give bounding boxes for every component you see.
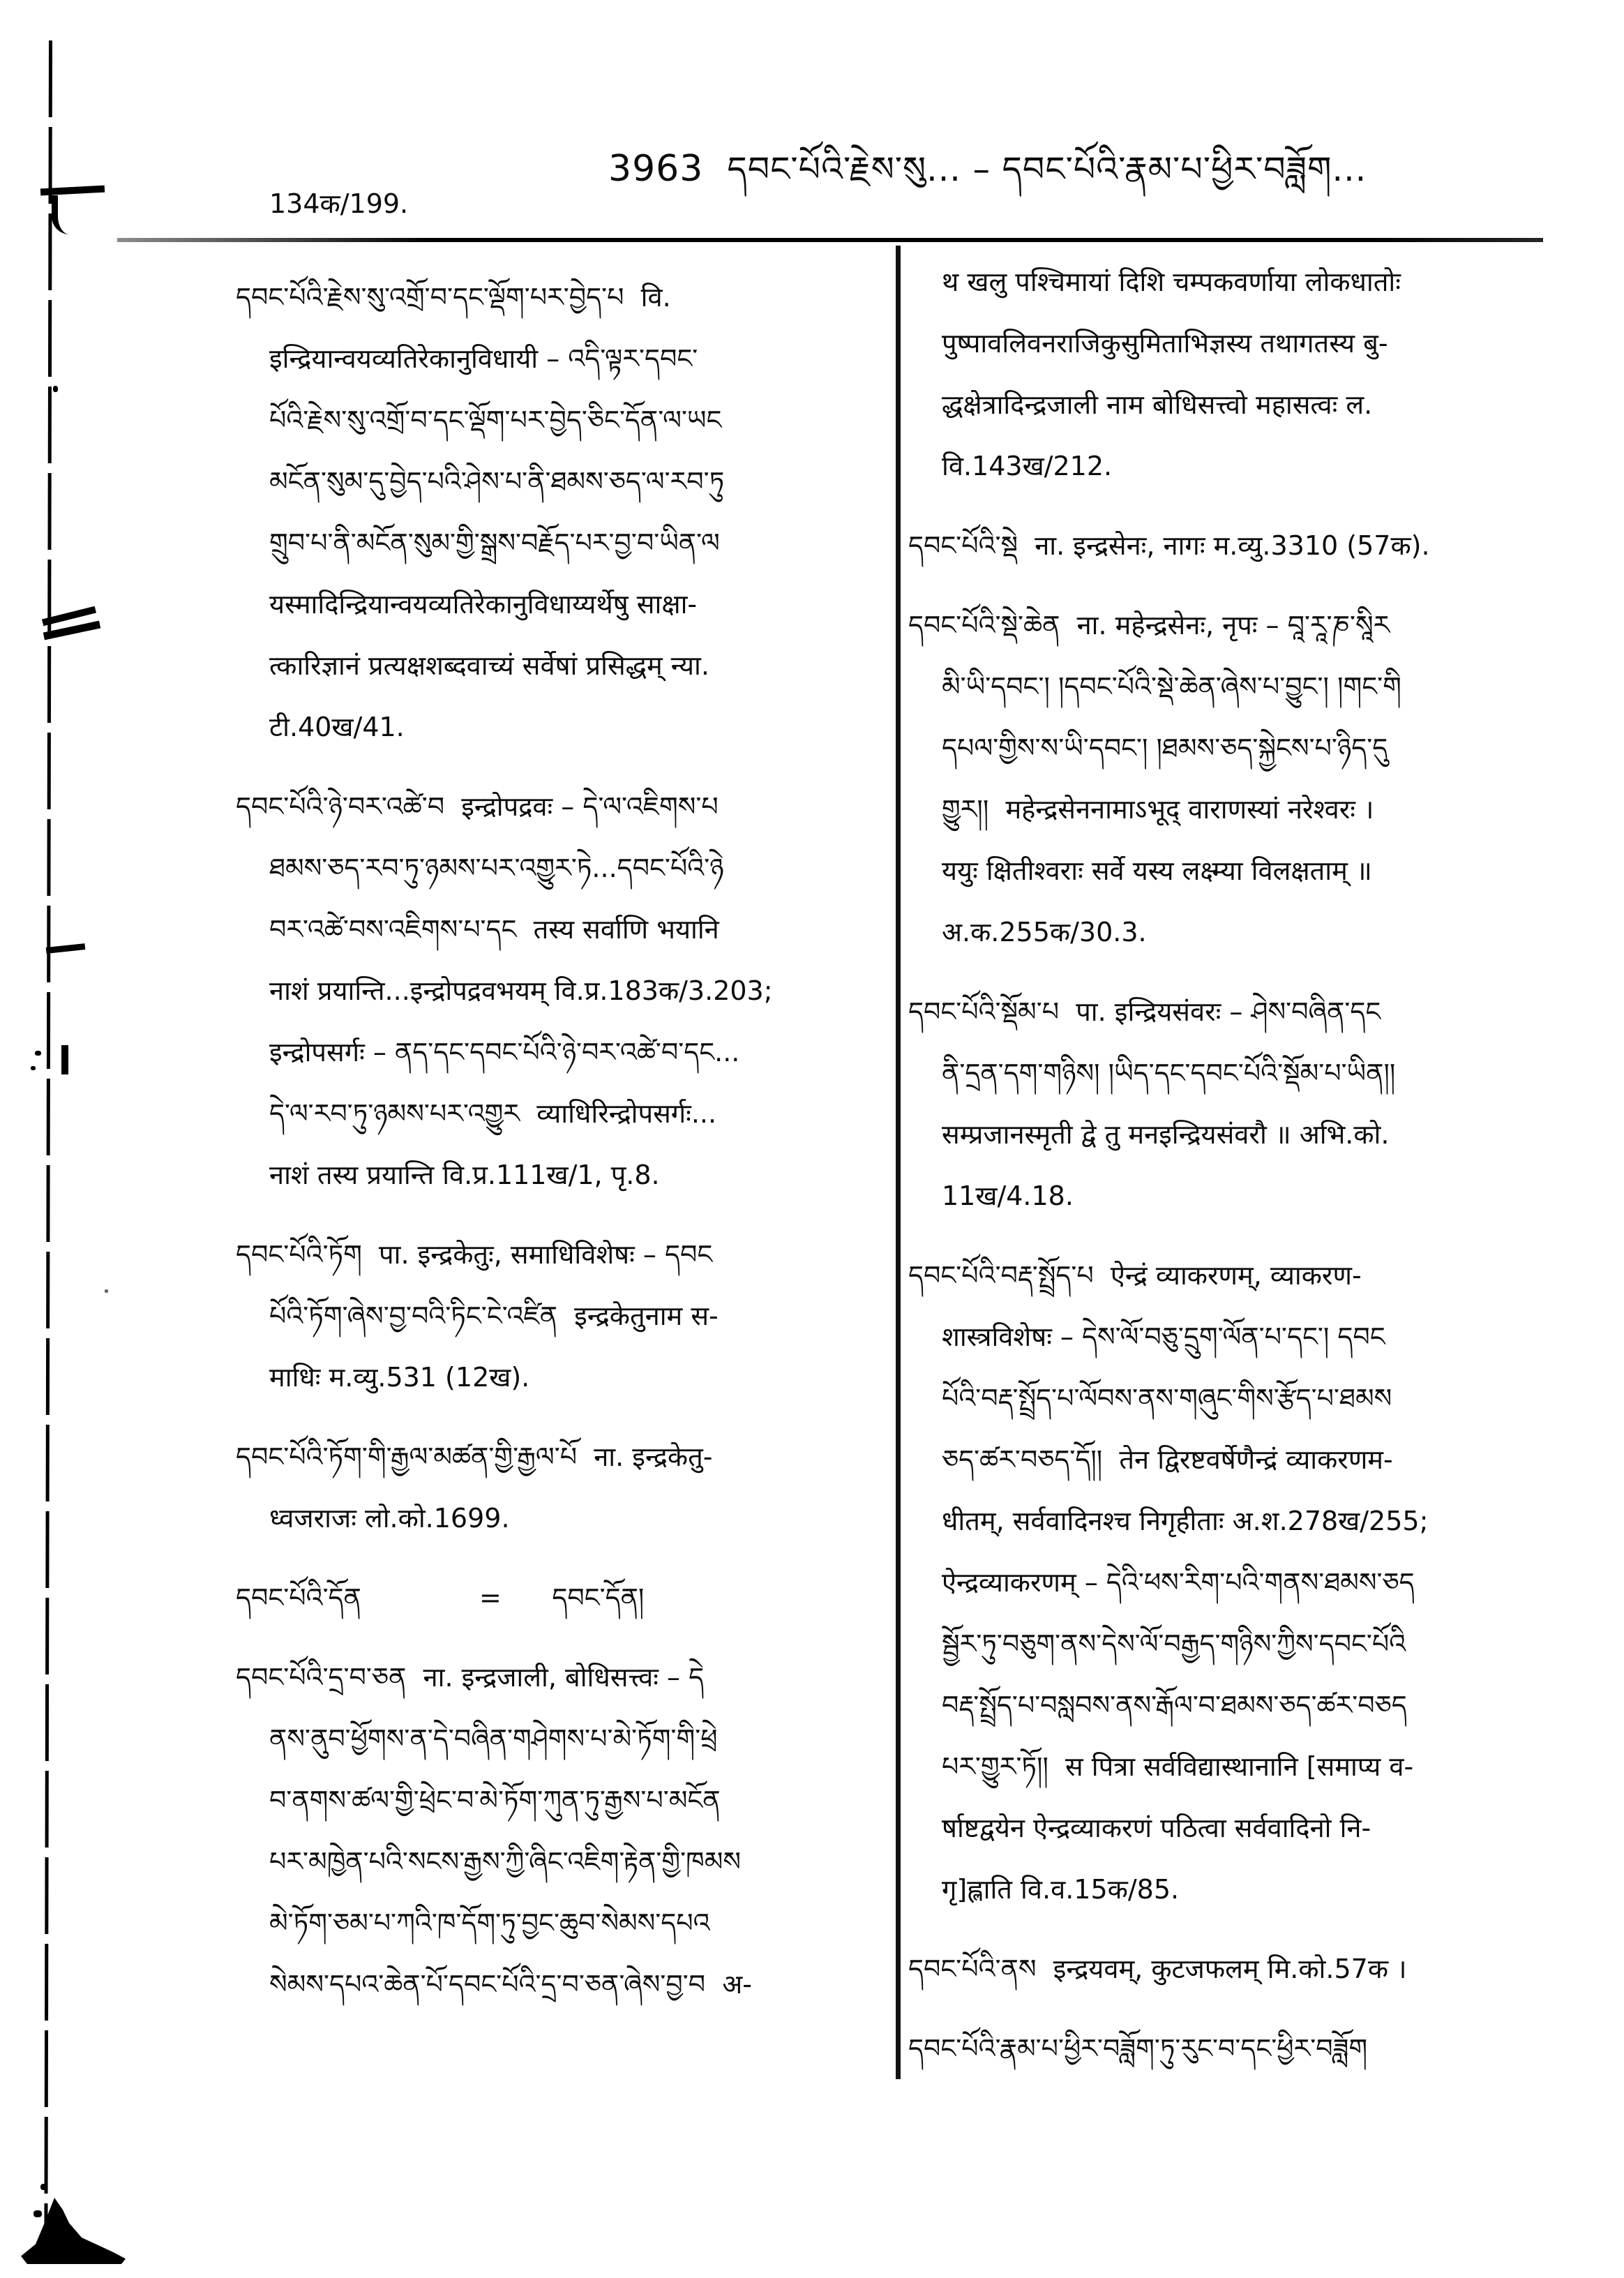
dictionary-entry [908,981,1549,1227]
entry-head-line: དབང་པོའི་རྣམ་པ་ཕྱིར་བཟློག་ཏུ་རུང་བ་དང་ཕྱིར་བཟློག [908,2033,1368,2064]
entry-text-line: ཅད་ཚར་བཅད་དོ།། तेन द्विरष्टवर्षेणैन्द्रं व्याकरणम- [942,1444,1393,1475]
entry-head-line: དབང་པོའི་ཉེ་བར་འཚེ་བ इन्द्रोपद्रवः – དེ་ལ་འཇིགས་པ [236,791,719,822]
entry-text-line: सम्प्रजानस्मृती द्वे तु मनइन्द्रियसंवरौ ॥ अभि.को. [942,1119,1390,1150]
entry-text-line: དཔལ་གྱིས་ས་ཡི་དབང་། །ཐམས་ཅད་སྐྱེངས་པ་ཉིད་དུ [942,733,1388,763]
dictionary-entry [908,1938,1549,2000]
entry-head-line: དབང་པོའི་ཏོག पा. इन्द्रकेतुः, समाधिविशेषः – དབང [236,1239,713,1270]
entry-text-line: ཐམས་ཅད་རབ་ཏུ་ཉམས་པར་འགྱུར་ཏེ...དབང་པོའི་ཉེ [269,853,724,883]
dictionary-entry [236,1567,851,1628]
dictionary-entry [908,594,1549,963]
dictionary-entry [908,2018,1549,2079]
entry-head-line: དབང་པོའི་བརྡ་སྤྲོད་པ ऐन्द्रं व्याकरणम्, व्याकरण- [908,1260,1362,1291]
continuation-paragraph [236,173,851,234]
entry-text-line: नाशं तस्य प्रयान्ति वि.प्र.111ख/1, पृ.8. [269,1160,660,1190]
scan-speckle [40,2184,47,2190]
entry-head-line: དབང་པོའི་རྗེས་སུ་འགྲོ་བ་དང་ལྡོག་པར་བྱེད་པ वि. [236,282,671,313]
entry-text-line: མི་ཡི་དབང་། །དབང་པོའི་སྡེ་ཆེན་ཞེས་པ་བྱུང་། །གང་གི [942,671,1401,702]
running-head-range: དབང་པོའི་རྗེས་སུ... – དབང་པོའི་རྣམ་པ་ཕྱིར་བཟློག... [727,149,1367,189]
entry-text-line: པོའི་བརྡ་སྤྲོད་པ་ལོབས་ནས་གཞུང་གིས་རྩོད་པ་ཐམས [942,1383,1392,1414]
entry-text-line: द्धक्षेत्रादिन्द्रजाली नाम बोधिसत्त्वो महासत्वः ल. [942,389,1373,420]
entry-text-line: गृ]ह्लाति वि.व.15क/85. [942,1874,1180,1905]
entry-text-line: ययुः क्षितीश्वराः सर्वे यस्य लक्ष्म्या विलक्षताम् ॥ [942,855,1372,886]
dictionary-entry [236,776,851,1206]
entry-text-line: नाशं प्रयान्ति...इन्द्रोपद्रवभयम् वि.प्र.183क/3.203; [269,975,773,1006]
entry-text-line: टी.40ख/41. [269,712,405,742]
scan-corner-blob [21,2198,126,2264]
entry-text-line: थ खलु पश्चिमायां दिशि चम्पकवर्णाया लोकधातोः [942,267,1401,297]
dictionary-entry [236,1647,851,2015]
entry-text-line: མངོན་སུམ་དུ་བྱེད་པའི་ཤེས་པ་ནི་ཐམས་ཅད་ལ་རབ་ཏུ [269,466,725,497]
dictionary-entry [908,515,1549,576]
entry-head-line: དབང་པོའི་ཏོག་གི་རྒྱལ་མཚན་གྱི་རྒྱལ་པོ ना. इन्द्रकेतु- [236,1441,713,1472]
right-column [908,251,1549,2097]
entry-head-line: དབང་པོའི་སྡེ་ཆེན ना. महेन्द्रसेनः, नृपः – བཱ་རཱ་ཎ་སཱིར [908,610,1390,640]
entry-text-line: མེ་ཏོག་ཅམ་པ་ཀའི་ཁ་དོག་ཏུ་བྱང་ཆུབ་སེམས་དཔའ [269,1908,710,1938]
continuation-paragraph [908,251,1549,497]
binding-edge-line [44,40,52,2245]
entry-text-line: इन्द्रोपसर्गः – ནད་དང་དབང་པོའི་ཉེ་བར་འཚེ་བ་དང... [269,1037,740,1067]
entry-text-line: 11ख/4.18. [942,1181,1074,1211]
entry-text-line: त्कारिज्ञानं प्रत्यक्षशब्दवाच्यं सर्वेषां प्रसिद्धम् न्या. [269,650,709,681]
entry-text-line: དེ་ལ་རབ་ཏུ་ཉམས་པར་འགྱུར व्याधिरिन्द्रोपसर्गः... [269,1098,717,1129]
entry-text-line: धीतम्, सर्ववादिनश्च निगृहीताः अ.श.278ख/255; [942,1506,1429,1536]
entry-text-line: གྱུར།། महेन्द्रसेननामाऽभूद् वाराणस्यां नरेश्वरः । [942,794,1374,825]
entry-text-line: པོའི་རྗེས་སུ་འགྲོ་བ་དང་ལྡོག་པར་བྱེད་ཅིང་དོན་ལ་ཡང [269,405,722,435]
page-number: 3963 [608,148,704,190]
entry-text-line: माधिः म.व्यु.531 (12ख). [269,1362,530,1393]
binding-tick-mark [46,943,86,954]
entry-text-line: ནི་དྲན་དག་གཉིས། །ཡིད་དང་དབང་པོའི་སྡོམ་པ་ཡིན།། [942,1058,1396,1088]
entry-text-line: 134क/199. [269,188,409,219]
entry-text-line: གྲུབ་པ་ནི་མངོན་སུམ་གྱི་སྒྲས་བརྗོད་པར་བྱ་བ་ཡིན་ལ [269,527,720,558]
dictionary-entry [236,1426,851,1549]
entry-text-line: पुष्पावलिवनराजिकुसुमिताभिज्ञस्य तथागतस्य बु- [942,328,1388,359]
entry-head-line: དབང་པོའི་སྡོམ་པ पा. इन्द्रियसंवरः – ཤེས་བཞིན་དང [908,996,1381,1027]
binding-bar-mark [61,1045,68,1074]
entry-text-line: शास्त्रविशेषः – དེས་ལོ་བཅུ་དྲུག་ལོན་པ་དང་། དབང [942,1321,1385,1352]
entry-text-line: ध्वजराजः लो.को.1699. [269,1503,510,1534]
entry-text-line: ནས་ནུབ་ཕྱོགས་ན་དེ་བཞིན་གཤེགས་པ་མེ་ཏོག་གི་ཕྲེ [269,1723,718,1754]
left-column [236,188,851,2033]
entry-head-line: དབང་པོའི་ནས इन्द्रयवम्, कुटजफलम् मि.को.57क । [908,1954,1407,1984]
entry-text-line: इन्द्रियान्वयव्यतिरेकानुविधायी – འདི་ལྟར་དབང་ [269,343,698,374]
entry-head-line: དབང་པོའི་སྡེ ना. इन्द्रसेनः, नागः म.व्यु.3310 (57क). [908,530,1430,561]
dictionary-entry [236,1224,851,1408]
scan-speckle [31,1066,36,1070]
entry-text-line: པོའི་ཏོག་ཞེས་བྱ་བའི་ཏིང་ངེ་འཛིན इन्द्रकेतुनाम स- [269,1301,719,1331]
header-rule [117,238,1543,242]
scan-speckle [105,1289,108,1293]
entry-head-line: དབང་པོའི་དོན = དབང་དོན། [236,1582,645,1613]
scan-speckle [33,2210,42,2217]
entry-text-line: སེམས་དཔའ་ཆེན་པོ་དབང་པོའི་དྲ་བ་ཅན་ཞེས་བྱ་བ अ- [269,1969,753,2000]
entry-text-line: र्षाष्टद्वयेन ऐन्द्रव्याकरणं पठित्वा सर्ववादिनो नि- [942,1813,1371,1843]
entry-text-line: བརྡ་སྤྲོད་པ་བསླབས་ནས་རྒོལ་བ་ཐམས་ཅད་ཚར་བཅད [942,1690,1407,1721]
entry-text-line: अ.क.255क/30.3. [942,917,1147,947]
dictionary-entry [908,1245,1549,1920]
entry-text-line: यस्मादिन्द्रियान्वयव्यतिरेकानुविधाय्यर्थेषु साक्षा- [269,589,698,620]
entry-text-line: པར་གྱུར་ཏོ།། स पित्रा सर्वविद्यास्थानानि [समाप्य व- [942,1751,1414,1782]
entry-text-line: वि.143ख/212. [942,451,1113,481]
entry-text-line: སྦྱོར་ཏུ་བཅུག་ནས་དེས་ལོ་བརྒྱད་གཉིས་ཀྱིས་དབང་པོའི [942,1628,1406,1659]
scan-speckle [53,386,58,392]
entry-text-line: ऐन्द्रव्याकरणम् – དེའི་ཕས་རིག་པའི་གནས་ཐམས་ཅད [942,1567,1415,1598]
entry-text-line: པར་མཁྱེན་པའི་སངས་རྒྱས་ཀྱི་ཞིང་འཇིག་རྟེན་གྱི་ཁམས [269,1846,742,1877]
entry-text-line: བ་ནགས་ཚལ་གྱི་ཕྲེང་བ་མེ་ཏོག་ཀུན་ཏུ་རྒྱས་པ་མངོན [269,1785,721,1815]
column-divider [896,246,901,2079]
entry-text-line: བར་འཚེ་བས་འཇིགས་པ་དང तस्य सर्वाणि भयानि [269,914,719,945]
dictionary-entry [236,267,851,758]
scan-speckle [35,1051,41,1056]
entry-head-line: དབང་པོའི་དྲ་བ་ཅན ना. इन्द्रजाली, बोधिसत्त्वः – དེ [236,1662,705,1693]
binding-hook-mark [52,195,76,234]
